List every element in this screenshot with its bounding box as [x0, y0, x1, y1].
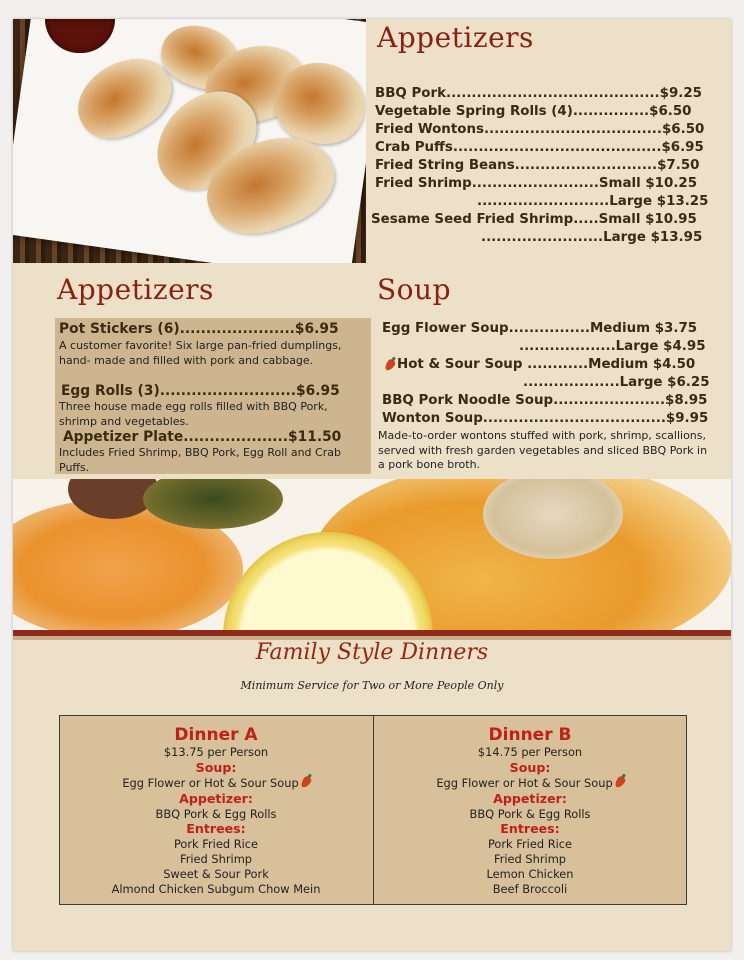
dinner-b-appetizer-label: Appetizer: — [493, 790, 567, 806]
menu-item-fried-shrimp-large: ..........................Large $13.25 — [477, 194, 709, 209]
dinner-a-soup-label: Soup: — [195, 759, 237, 775]
chili-pepper-icon — [613, 775, 626, 789]
dinner-b-title: Dinner B — [488, 725, 572, 745]
menu-item-egg-flower-soup-large: ...................Large $4.95 — [519, 339, 706, 354]
pot-stickers-photo — [13, 19, 366, 263]
menu-item-fried-wontons: Fried Wontons...................................$6.50 — [375, 122, 705, 137]
dinner-a — [60, 716, 372, 904]
dinner-b-entree: Pork Fried Rice — [487, 837, 573, 852]
menu-item-appetizer-plate: Appetizer Plate....................$11.50 — [63, 429, 342, 445]
menu-item-wonton-soup: Wonton Soup....................................$9.95 — [382, 411, 709, 426]
menu-item-fried-shrimp: Fried Shrimp.........................Small $10.25 — [375, 176, 698, 191]
chili-pepper-icon — [383, 358, 396, 372]
menu-item-sesame-shrimp-large: ........................Large $13.95 — [481, 230, 703, 245]
family-dinners-subtitle: Minimum Service for Two or More People Only — [240, 679, 504, 692]
dinner-a-appetizer-label: Appetizer: — [179, 790, 253, 806]
pot-stickers-description: A customer favorite! Six large pan-fried dumplings, hand- made and filled with pork and cabbage. — [59, 339, 342, 367]
menu-item-egg-flower-soup: Egg Flower Soup................Medium $3.75 — [382, 321, 698, 336]
dinner-a-title: Dinner A — [174, 725, 258, 745]
dinner-a-soup-line — [60, 776, 372, 791]
menu-item-bbq-pork-noodle-soup: BBQ Pork Noodle Soup......................$8.95 — [382, 393, 708, 408]
menu-item-sesame-shrimp: Sesame Seed Fried Shrimp.....Small $10.95 — [371, 212, 697, 227]
dinner-b-entrees-label: Entrees: — [500, 821, 560, 837]
menu-item-hot-sour-soup: Hot & Sour Soup ............Medium $4.50 — [397, 357, 696, 372]
chili-pepper-icon — [299, 775, 312, 789]
appetizers-box-title: Appetizers — [57, 273, 214, 306]
menu-item-pot-stickers: Pot Stickers (6)......................$6.95 — [59, 321, 339, 337]
dinner-a-price: $13.75 per Person — [163, 745, 269, 759]
food-plate-photo — [13, 479, 731, 632]
dinner-b-soup-label: Soup: — [509, 759, 551, 775]
menu-item-egg-rolls: Egg Rolls (3)..........................$6.95 — [61, 383, 340, 399]
dinner-b-soup-line — [374, 776, 686, 791]
dinner-b — [373, 716, 686, 904]
menu-item-fried-string-beans: Fried String Beans............................$7.50 — [375, 158, 700, 173]
menu-item-bbq-pork: BBQ Pork..........................................$9.25 — [375, 86, 702, 101]
dinners-table — [59, 715, 687, 905]
appetizers-top-title: Appetizers — [377, 21, 534, 54]
dinner-a-entrees-label: Entrees: — [186, 821, 246, 837]
dinner-a-entree: Almond Chicken Subgum Chow Mein — [111, 881, 321, 896]
dinner-b-soup: Egg Flower or Hot & Sour Soup — [436, 775, 613, 790]
dinner-a-entree: Pork Fried Rice — [173, 837, 259, 852]
dinner-a-entree: Sweet & Sour Pork — [163, 866, 269, 881]
dinner-b-price: $14.75 per Person — [477, 745, 583, 759]
dinner-b-entree: Lemon Chicken — [486, 866, 574, 881]
dinner-b-entree: Beef Broccoli — [492, 881, 568, 896]
menu-item-crab-puffs: Crab Puffs.........................................$6.95 — [375, 140, 704, 155]
dinner-a-entree: Fried Shrimp — [179, 852, 253, 867]
wonton-soup-description: Made-to-order wontons stuffed with pork, shrimp, scallions, served with fresh garden vegetables and sliced BBQ Pork in a pork bone broth. — [378, 429, 708, 471]
dinner-a-soup: Egg Flower or Hot & Sour Soup — [122, 775, 299, 790]
menu-item-hot-sour-soup-large: ...................Large $6.25 — [523, 375, 710, 390]
menu-page — [13, 19, 731, 951]
family-dinners-title: Family Style Dinners — [255, 640, 489, 665]
dinner-b-entree: Fried Shrimp — [493, 852, 567, 867]
egg-rolls-description: Three house made egg rolls filled with BBQ Pork, shrimp and vegetables. — [59, 400, 328, 428]
soup-title: Soup — [377, 273, 451, 306]
appetizer-plate-description: Includes Fried Shrimp, BBQ Pork, Egg Roll and Crab Puffs. — [59, 446, 341, 474]
dinner-a-appetizer: BBQ Pork & Egg Rolls — [155, 806, 277, 821]
menu-item-spring-rolls: Vegetable Spring Rolls (4)...............$6.50 — [375, 104, 692, 119]
dinner-b-appetizer: BBQ Pork & Egg Rolls — [469, 806, 591, 821]
